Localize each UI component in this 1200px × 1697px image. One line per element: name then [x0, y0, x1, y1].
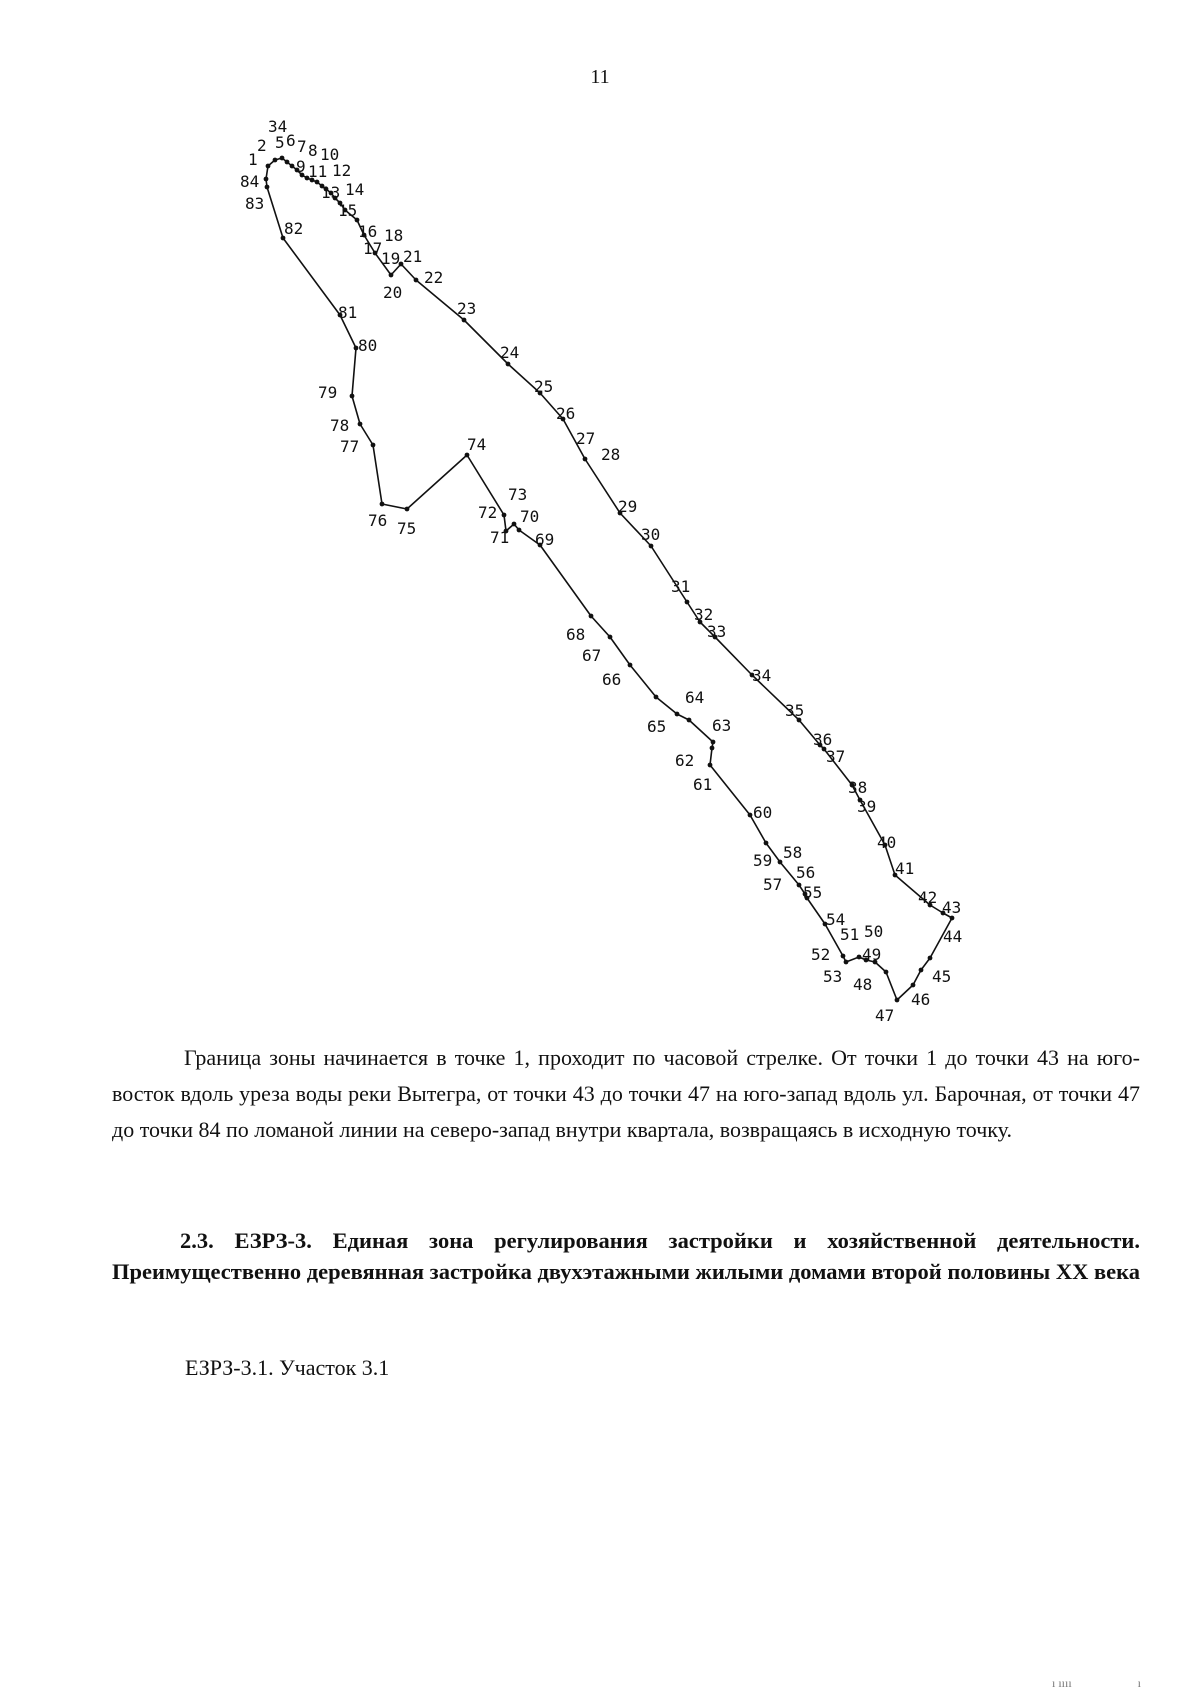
vertex-44 [928, 956, 933, 961]
point-label: 54 [826, 910, 846, 929]
point-label: 1 [248, 150, 258, 169]
point-label: 35 [785, 701, 805, 720]
point-label: 60 [753, 803, 773, 822]
point-label: 16 [358, 222, 378, 241]
boundary-vertices [264, 156, 955, 1003]
point-labels [240, 117, 962, 1025]
point-label: 82 [284, 219, 304, 238]
point-label: 32 [694, 605, 714, 624]
vertex-68 [608, 635, 613, 640]
point-label: 47 [875, 1006, 895, 1025]
vertex-53 [841, 954, 846, 959]
point-label: 45 [932, 967, 952, 986]
point-label: 34 [268, 117, 288, 136]
point-label: 5 [275, 133, 285, 152]
point-label: 81 [338, 303, 358, 322]
point-label: 13 [321, 183, 341, 202]
scan-marks: ı ıııı ı [1052, 1676, 1142, 1690]
point-label: 27 [576, 429, 596, 448]
point-label: 78 [330, 416, 350, 435]
point-label: 74 [467, 435, 487, 454]
point-label: 43 [942, 898, 962, 917]
point-label: 25 [534, 377, 554, 396]
point-label: 46 [911, 990, 931, 1009]
point-label: 29 [618, 497, 638, 516]
vertex-29 [649, 544, 654, 549]
point-label: 53 [823, 967, 843, 986]
point-label: 11 [308, 162, 328, 181]
point-label: 55 [803, 883, 823, 902]
point-label: 64 [685, 688, 705, 707]
point-label: 49 [862, 945, 882, 964]
vertex-63 [711, 740, 716, 745]
point-label: 76 [368, 511, 388, 530]
point-label: 6 [286, 131, 296, 150]
point-label: 15 [338, 201, 358, 220]
vertex-51 [857, 955, 862, 960]
vertex-66 [654, 695, 659, 700]
point-label: 59 [753, 851, 773, 870]
point-label: 31 [671, 577, 691, 596]
vertex-77 [380, 502, 385, 507]
vertex-1 [266, 164, 271, 169]
point-label: 34 [752, 666, 772, 685]
point-label: 19 [381, 249, 401, 268]
point-label: 80 [358, 336, 378, 355]
point-label: 23 [457, 299, 477, 318]
vertex-71 [517, 528, 522, 533]
point-label: 2 [257, 136, 267, 155]
point-label: 22 [424, 268, 444, 287]
point-label: 9 [296, 157, 306, 176]
vertex-27 [583, 457, 588, 462]
point-label: 17 [363, 239, 383, 258]
point-label: 72 [478, 503, 498, 522]
point-label: 50 [864, 922, 884, 941]
point-label: 52 [811, 945, 831, 964]
point-label: 20 [383, 283, 403, 302]
boundary-description: Граница зоны начинается в точке 1, проходит по часовой стрелке. От точки 1 до точки 43 на юго-восток вдоль уреза воды реки Вытегра, от точки 43 до точки 47 на юго-запад вдоль ул. Барочная, от точки 47 до точки 84 по ломаной линии на северо-запад внутри квартала, возвращаясь в исходную точку. [112, 1045, 1140, 1142]
point-label: 28 [601, 445, 621, 464]
point-label: 37 [826, 747, 846, 766]
vertex-24 [506, 362, 511, 367]
vertex-20 [389, 273, 394, 278]
point-label: 10 [320, 145, 340, 164]
point-label: 67 [582, 646, 602, 665]
point-label: 65 [647, 717, 667, 736]
vertex-62 [710, 746, 715, 751]
point-label: 79 [318, 383, 338, 402]
subsection-title: ЕЗРЗ-3.1. Участок 3.1 [185, 1355, 390, 1380]
vertex-61 [708, 763, 713, 768]
vertex-48 [884, 970, 889, 975]
point-label: 21 [403, 247, 423, 266]
vertex-76 [405, 507, 410, 512]
point-label: 73 [508, 485, 528, 504]
vertex-74 [502, 513, 507, 518]
point-label: 30 [641, 525, 661, 544]
point-label: 66 [602, 670, 622, 689]
vertex-5 [290, 164, 295, 169]
point-label: 58 [783, 843, 803, 862]
vertex-23 [462, 318, 467, 323]
point-label: 24 [500, 343, 520, 362]
page-number: 11 [590, 66, 610, 88]
vertex-69 [589, 614, 594, 619]
point-label: 56 [796, 863, 816, 882]
vertex-67 [628, 663, 633, 668]
point-label: 40 [877, 833, 897, 852]
vertex-80 [350, 394, 355, 399]
point-label: 39 [857, 797, 877, 816]
point-label: 7 [297, 137, 307, 156]
vertex-79 [358, 422, 363, 427]
vertex-72 [512, 522, 517, 527]
point-label: 51 [840, 925, 860, 944]
vertex-3 [280, 156, 285, 161]
vertex-45 [919, 968, 924, 973]
vertex-22 [414, 278, 419, 283]
point-label: 69 [535, 530, 555, 549]
vertex-65 [675, 712, 680, 717]
vertex-78 [371, 443, 376, 448]
vertex-85 [264, 177, 269, 182]
vertex-57 [797, 883, 802, 888]
point-label: 71 [490, 528, 510, 547]
vertex-4 [285, 160, 290, 165]
vertex-64 [687, 718, 692, 723]
section-heading: 2.3. ЕЗРЗ-3. Единая зона регулирования застройки и хозяйственной деятельности. Преимущественно деревянная застройка двухэтажными жилыми домами второй половины XX века [112, 1228, 1141, 1284]
vertex-59 [764, 841, 769, 846]
point-label: 48 [853, 975, 873, 994]
point-label: 26 [556, 404, 576, 423]
point-label: 75 [397, 519, 417, 538]
point-label: 8 [308, 141, 318, 160]
point-label: 77 [340, 437, 360, 456]
point-label: 14 [345, 180, 365, 199]
vertex-60 [748, 813, 753, 818]
vertex-58 [778, 860, 783, 865]
point-label: 68 [566, 625, 586, 644]
point-label: 12 [332, 161, 352, 180]
point-label: 61 [693, 775, 713, 794]
vertex-52 [844, 960, 849, 965]
point-label: 42 [918, 888, 938, 907]
point-label: 84 [240, 172, 260, 191]
vertex-46 [911, 983, 916, 988]
point-label: 63 [712, 716, 732, 735]
zone-boundary-line [266, 158, 952, 1000]
vertex-47 [895, 998, 900, 1003]
vertex-84 [265, 185, 270, 190]
point-label: 41 [895, 859, 915, 878]
vertex-30 [685, 600, 690, 605]
point-label: 36 [813, 730, 833, 749]
point-label: 44 [943, 927, 963, 946]
vertex-2 [273, 158, 278, 163]
point-label: 70 [520, 507, 540, 526]
point-label: 33 [707, 622, 727, 641]
point-label: 57 [763, 875, 783, 894]
point-label: 18 [384, 226, 404, 245]
point-label: 62 [675, 751, 695, 770]
point-label: 38 [848, 778, 868, 797]
point-label: 83 [245, 194, 265, 213]
